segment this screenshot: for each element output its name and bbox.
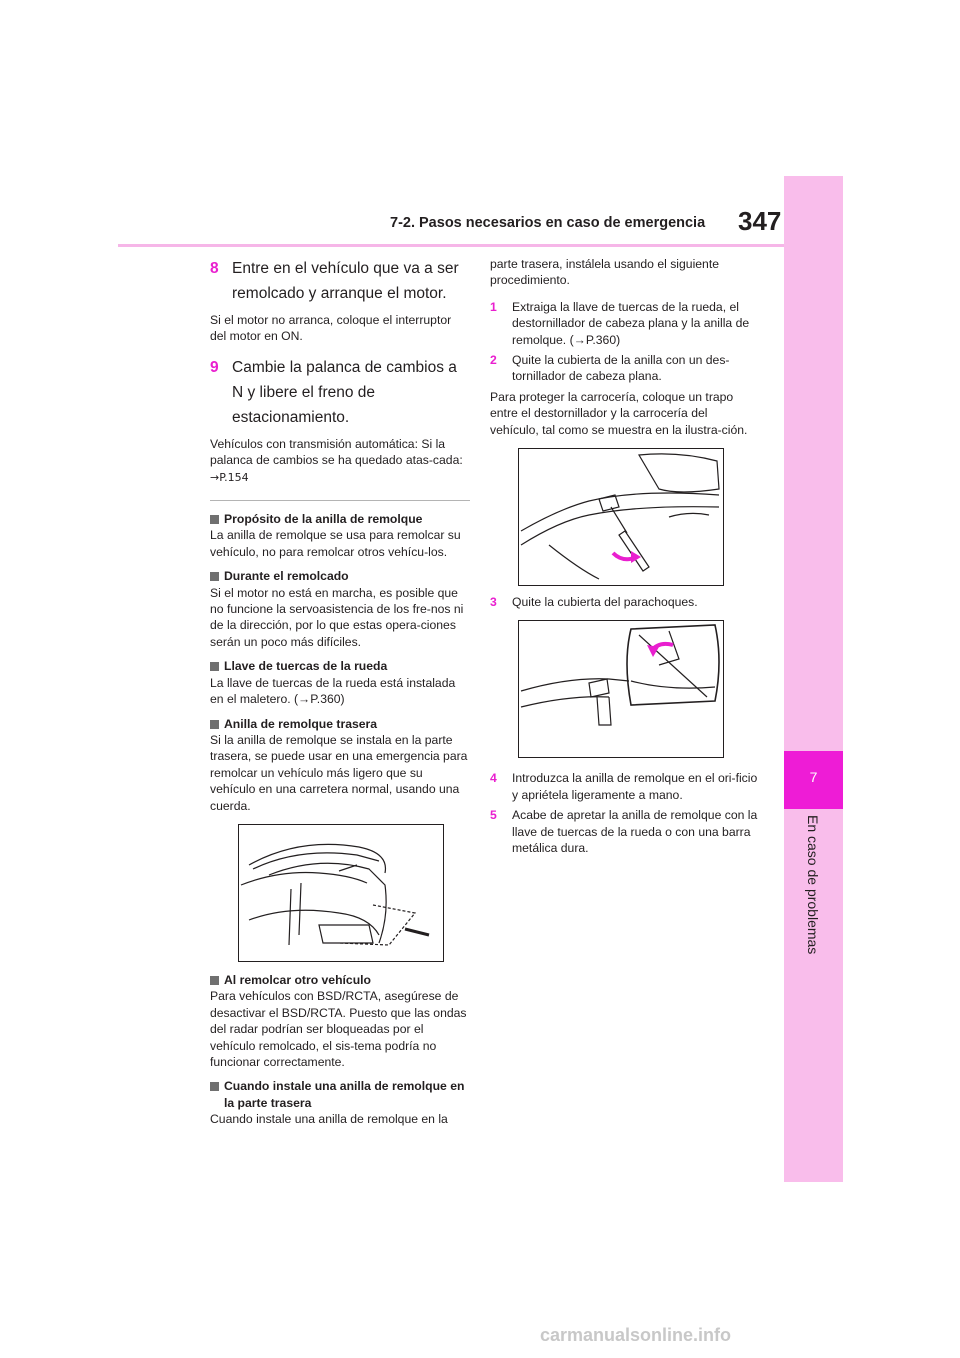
step-number: 9 [210,358,219,376]
step-3 [490,594,758,610]
step-1 [490,299,758,348]
left-column [210,256,470,1136]
section-body: Para vehículos con BSD/RCTA, asegúrese de desactivar el BSD/RCTA. Puesto que las ondas del radar podrían ser bloqueadas por el vehículo remolcado, el sis-tema podría no funcionar correctamente. [210,989,467,1069]
section-title: Llave de tuercas de la rueda [224,659,388,674]
step-9-note [210,436,470,486]
section-towing-other [210,972,470,1070]
step-8 [210,256,470,306]
step-text: Quite la cubierta del parachoques. [512,595,698,610]
step-number: 4 [490,771,497,786]
step-number: 2 [490,353,497,368]
chapter-title-vertical [803,815,823,975]
section-wheel-wrench [210,658,470,707]
square-bullet-icon [210,515,219,524]
remove-eyelet-cover-illustration [518,448,724,586]
step-text: Quite la cubierta de la anilla con un des-tornillador de cabeza plana. [512,353,730,384]
section-install-eyelet [210,1078,470,1127]
right-column [490,256,758,861]
remove-bumper-cover-illustration [518,620,724,758]
section-body: Si el motor no está en marcha, es posible que no funcione la servoasistencia de los fre-nos ni de la dirección, por lo que estas opera-ciones serán un poco más difíciles. [210,585,464,649]
section-heading [210,716,470,732]
square-bullet-icon [210,976,219,985]
section-body: Si la anilla de remolque se instala en la parte trasera, se puede usar en una emergencia para remolcar un vehículo más ligero que su vehículo en una carretera normal, usando una cuerda. [210,732,468,813]
section-heading [210,568,470,584]
step-4 [490,770,758,803]
section-during-towing [210,568,470,650]
protect-note: Para proteger la carrocería, coloque un trapo entre el destornillador y la carrocería del vehículo, tal como se muestra en la ilustra-ción. [490,389,748,437]
square-bullet-icon [210,1082,219,1091]
step-number: 5 [490,808,497,823]
header-rule [118,244,784,247]
square-bullet-icon [210,572,219,581]
section-title: Propósito de la anilla de remolque [224,512,423,527]
section-title: Anilla de remolque trasera [224,716,378,731]
step-9 [210,355,470,430]
section-header: 7-2. Pasos necesarios en caso de emergencia [390,215,706,231]
page-number: 347 [738,206,782,236]
chapter-number: 7 [809,769,818,785]
step-number: 3 [490,595,497,610]
step-number: 8 [210,260,219,277]
bumper-cover-illustration [519,621,723,757]
step-text: Introduzca la anilla de remolque en el ori-ficio y apriétela ligeramente a mano. [512,771,758,802]
divider [210,500,470,501]
watermark: carmanualsonline.info [540,1325,732,1345]
section-body: Cuando instale una anilla de remolque en la [210,1112,448,1127]
note-text: Vehículos con transmisión automática: Si la palanca de cambios se ha quedado atas-cada: [210,436,463,468]
square-bullet-icon [210,662,219,671]
step-text: Cambie la palanca de cambios a N y libere el freno de estacionamiento. [232,358,457,426]
step-text: Acabe de apretar la anilla de remolque con la llave de tuercas de la rueda o con una barra metálica dura. [512,808,758,856]
rear-eyelet-illustration [238,824,444,962]
step-2 [490,352,758,385]
square-bullet-icon [210,720,219,729]
section-heading [210,511,470,527]
step-8-note: Si el motor no arranca, coloque el interruptor del motor en ON. [210,313,452,344]
section-heading [210,658,470,674]
chapter-tab [784,176,843,1182]
intro-text: parte trasera, instálela usando el siguiente procedimiento. [490,257,719,288]
page-reference-link[interactable]: →P.154 [210,470,249,484]
section-rear-towing-eyelet [210,716,470,814]
chapter-title: En caso de problemas [805,815,821,955]
step-5 [490,807,758,856]
section-purpose [210,511,470,560]
car-rear-illustration [239,825,443,961]
section-title: Al remolcar otro vehículo [224,972,371,987]
step-text: Entre en el vehículo que va a ser remolcado y arranque el motor. [232,260,459,302]
section-title: Durante el remolcado [224,569,349,584]
screwdriver-illustration [519,449,723,585]
step-number: 1 [490,299,497,314]
section-title: Cuando instale una anilla de remolque en la parte trasera [224,1079,465,1110]
step-text: Extraiga la llave de tuercas de la rueda, el destornillador de cabeza plana y la anilla de remolque. (→P.360) [512,299,750,347]
section-body: La llave de tuercas de la rueda está instalada en el maletero. (→P.360) [210,675,456,707]
section-heading [210,1078,470,1111]
section-body: La anilla de remolque se usa para remolcar su vehículo, no para remolcar otros vehícu-los. [210,528,461,559]
section-heading [210,972,470,988]
